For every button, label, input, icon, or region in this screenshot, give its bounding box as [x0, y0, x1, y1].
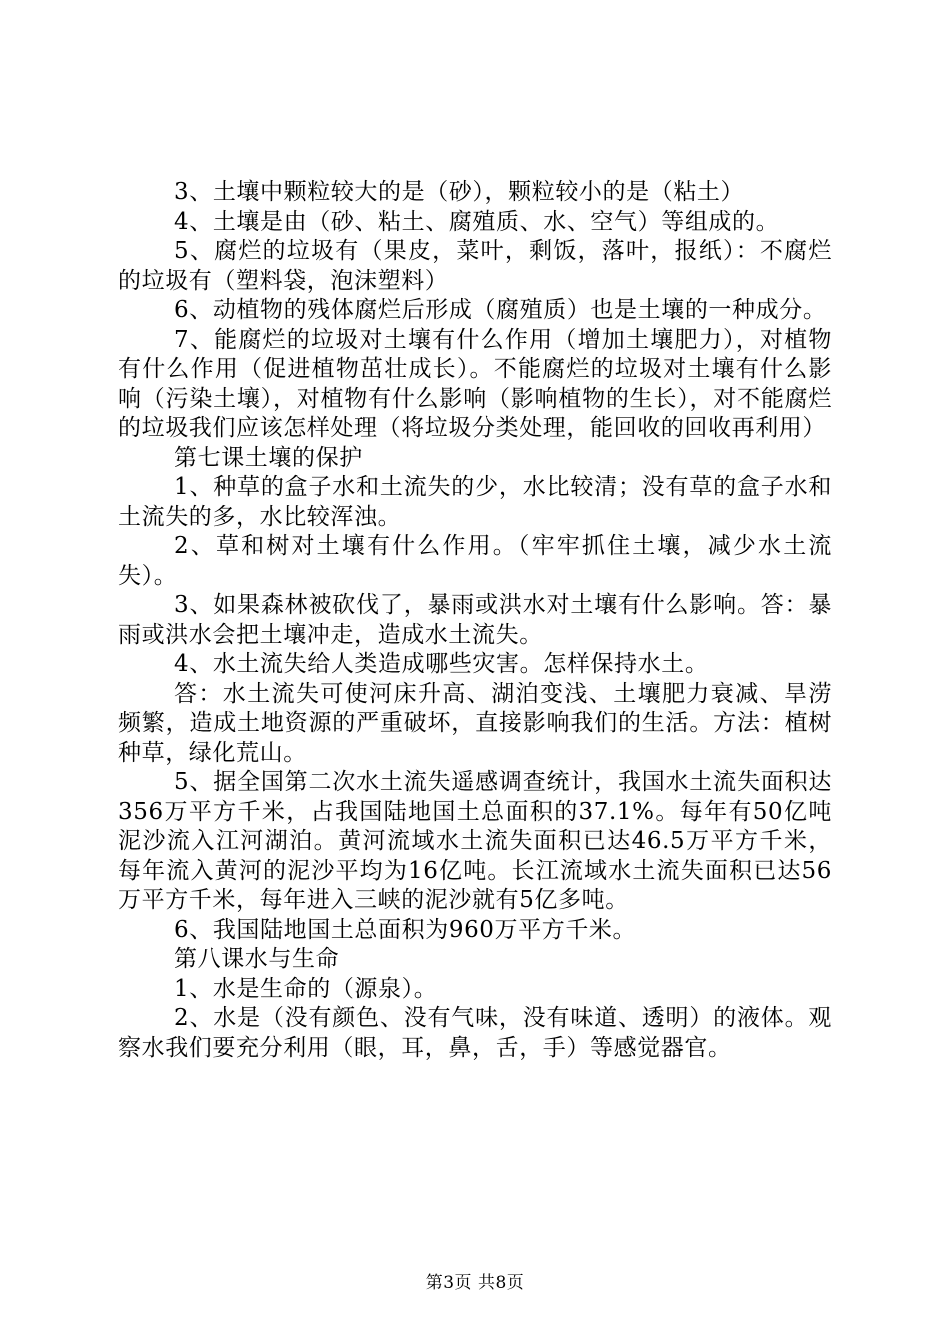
paragraph: 2、水是（没有颜色、没有气味，没有味道、透明）的液体。观察水我们要充分利用（眼，耳，鼻，舌，手）等感觉器官。: [118, 1005, 832, 1061]
paragraph: 4、土壤是由（砂、粘土、腐殖质、水、空气）等组成的。: [174, 208, 780, 235]
paragraph: 2、草和树对土壤有什么作用。（牢牢抓住土壤，减少水土流失）。: [118, 533, 832, 589]
paragraph: 7、能腐烂的垃圾对土壤有什么作用（增加土壤肥力），对植物有什么作用（促进植物茁壮成长）。不能腐烂的垃圾对土壤有什么影响（污染土壤），对植物有什么影响（影响植物的生长），对不能腐烂的垃圾我们应该怎样处理（将垃圾分类处理，能回收的回收再利用）: [118, 326, 832, 441]
paragraph: 5、腐烂的垃圾有（果皮，菜叶，剩饭，落叶，报纸）：不腐烂的垃圾有（塑料袋，泡沫塑料）: [118, 238, 832, 294]
paragraph: 答：水土流失可使河床升高、湖泊变浅、土壤肥力衰减、旱涝频繁，造成土地资源的严重破坏，直接影响我们的生活。方法：植树种草，绿化荒山。: [118, 680, 832, 766]
paragraph: 6、我国陆地国土总面积为960万平方千米。: [174, 916, 637, 943]
paragraph: 3、土壤中颗粒较大的是（砂），颗粒较小的是（粘土）: [174, 179, 745, 205]
page-number-footer: 第3页 共8页: [425, 1273, 525, 1293]
paragraph: 1、水是生命的（源泉）。: [174, 975, 438, 1002]
paragraph: 3、如果森林被砍伐了，暴雨或洪水对土壤有什么影响。答：暴雨或洪水会把土壤冲走，造成水土流失。: [118, 592, 832, 648]
lesson-heading: 第七课土壤的保护: [174, 444, 363, 471]
paragraph: 6、动植物的残体腐烂后形成（腐殖质）也是土壤的一种成分。: [174, 297, 827, 323]
lesson-heading: 第八课水与生命: [174, 946, 340, 972]
paragraph: 5、据全国第二次水土流失遥感调查统计，我国水土流失面积达356万平方千米，占我国陆地国土总面积的37.1%。每年有50亿吨泥沙流入江河湖泊。黄河流域水土流失面积已达46.5万平方千米，每年流入黄河的泥沙平均为16亿吨。长江流域水土流失面积已达56万平方千米，每年进入三峡的泥沙就有5亿多吨。: [118, 769, 832, 913]
paragraph: 1、种草的盒子水和土流失的少，水比较清；没有草的盒子水和土流失的多，水比较浑浊。: [118, 474, 832, 530]
document-body: [118, 178, 832, 1063]
paragraph: 4、水土流失给人类造成哪些灾害。怎样保持水土。: [174, 651, 709, 677]
